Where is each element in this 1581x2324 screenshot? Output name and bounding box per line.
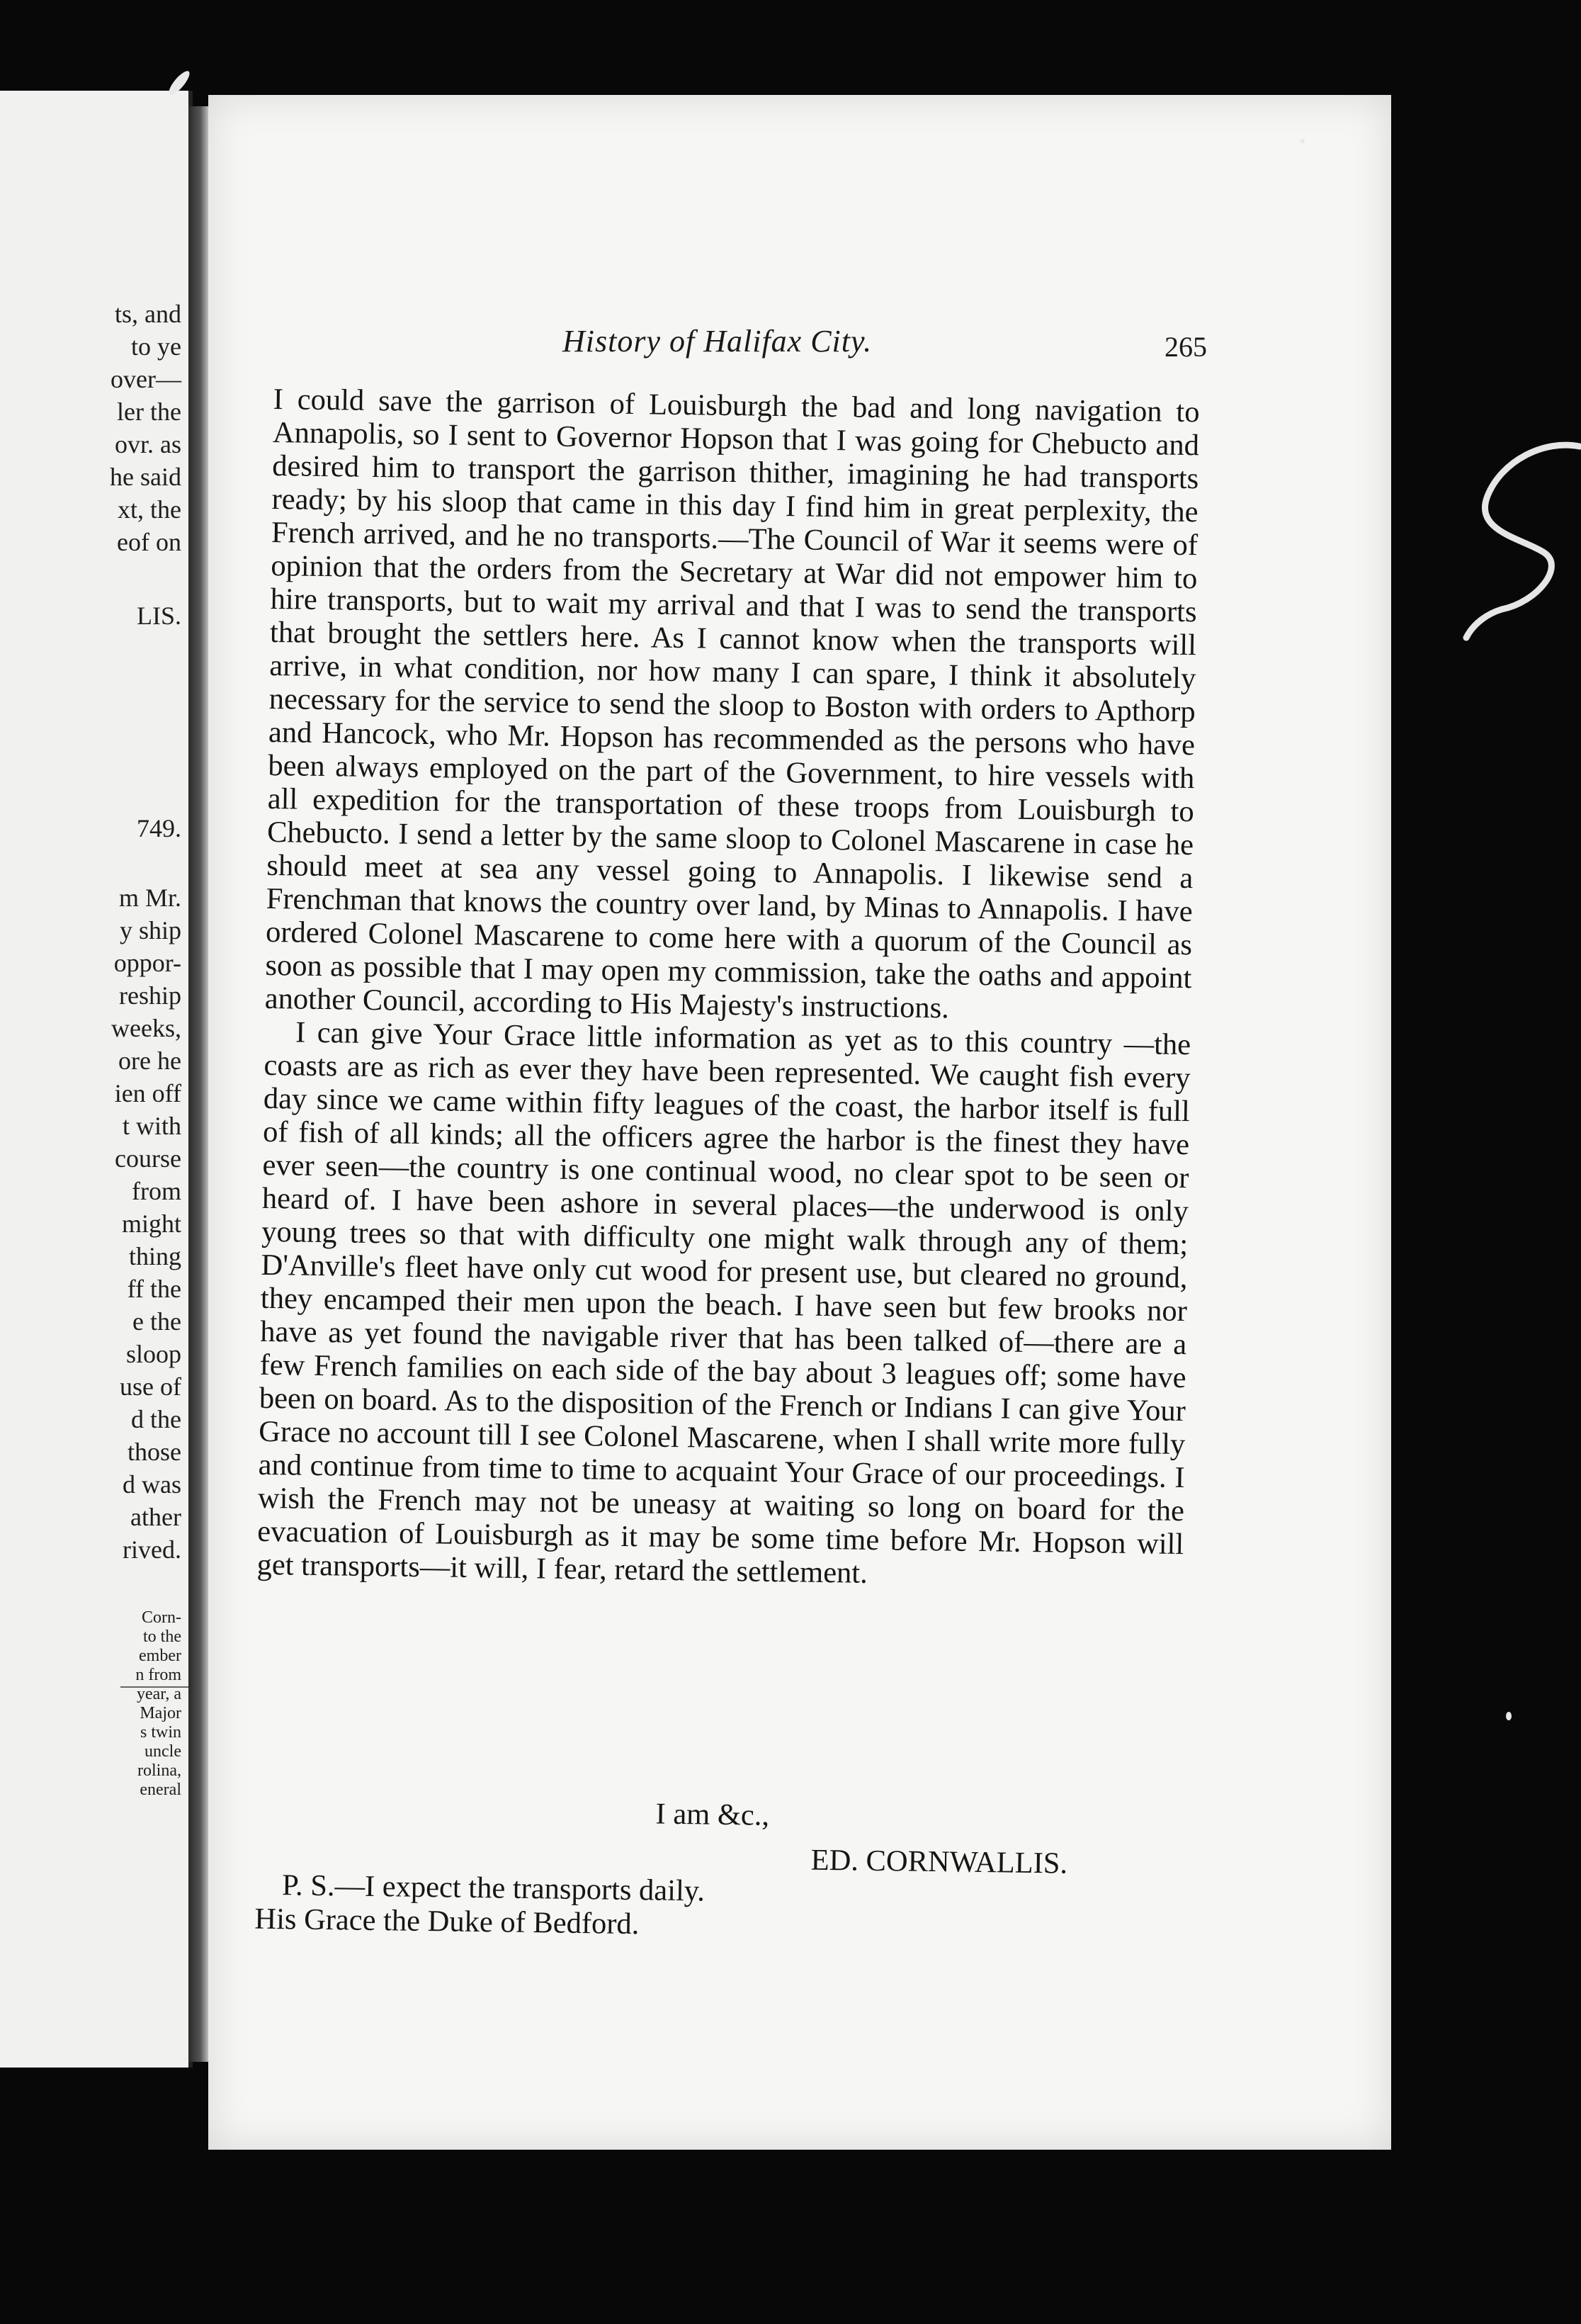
facing-page-line: xt, the	[118, 495, 181, 524]
facing-footnote-line: rolina,	[137, 1761, 181, 1780]
facing-page-line: course	[115, 1144, 181, 1173]
facing-page-line: from	[132, 1177, 181, 1205]
facing-page-line: use of	[120, 1372, 181, 1401]
page-number: 265	[1164, 331, 1207, 363]
facing-footnote-line: to the	[143, 1628, 181, 1646]
salutation: I am &c.,	[655, 1797, 770, 1832]
running-head: History of Halifax City.	[562, 324, 873, 359]
signature: ED. CORNWALLIS.	[810, 1843, 1068, 1880]
facing-page-line: to ye	[131, 332, 181, 361]
facing-footnote-line: ember	[139, 1647, 181, 1665]
facing-page-line: might	[121, 1209, 181, 1238]
facing-footnote-line: eneral	[140, 1781, 181, 1799]
scan-speck	[1506, 1712, 1512, 1720]
facing-page-line: he said	[110, 463, 181, 491]
facing-page-line: LIS.	[137, 602, 181, 630]
facing-page-line: over—	[110, 365, 181, 393]
book-gutter	[188, 106, 208, 2062]
paragraph: I can give Your Grace little information as yet as to this country —the coasts are as rich as ever they have been represented. We caught fish every day since we came within fifty leagues of the coast, the harbor itself is full of fish of all kinds; all the officers agree the harbor is the finest they have ever seen—the country is one continual wood, no clear spot to be seen or heard of. I have been ashore in several places—the underwood is only young trees so that with difficulty one might walk through any of them; D'Anville's fleet have only cut wood for present use, but cleared no ground, they encamped their men upon the beach. I have seen but few brooks nor have as yet found the navigable river that has been talked of—there are a few French families on each side of the bay about 3 leagues off; some have been on board. As to the disposition of the French or Indians I can give Your Grace no account till I see Colonel Mascarene, when I shall write more fully and continue from time to time to acquaint Your Grace of our proceedings. I wish the French may not be uneasy at waiting so long on board for the evacuation of Louisburgh as it may be some time before Mr. Hopson will get transports—it will, I fear, retard the settlement.	[256, 1015, 1191, 1590]
facing-page-line: weeks,	[111, 1014, 181, 1042]
facing-page-line: ore he	[118, 1047, 181, 1075]
facing-page-line: rived.	[123, 1535, 181, 1564]
facing-page-line: ather	[130, 1503, 181, 1531]
facing-page-line: ovr. as	[115, 430, 181, 458]
paragraph: I could save the garrison of Louisburgh the bad and long navigation to Annapolis, so I sent to Governor Hopson that I was going for Chebucto and desired him to transport the garrison thither, imagining he had transports ready; by his sloop that came in this day I find him in great perplexity, the French arrived, and he no transports.—The Council of War it seems were of opinion that the orders from the Secretary at War did not empower him to hire transports, but to wait my arrival and that I was to send the transports that brought the settlers here. As I cannot know when the transports will arrive, in what condition, nor how many I can spare, I think it absolutely necessary for the service to send the sloop to Boston with orders to Apthorp and Hancock, who Mr. Hopson has recommended as the persons who have been always employed on the part of the Government, to hire vessels with all expedition for the transportation of these troops from Louisburgh to Chebucto. I send a letter by the same sloop to Colonel Mascarene in case he should meet at sea any vessel going to Annapolis. I likewise send a Frenchman that knows the country over land, by Minas to Annapolis. I have ordered Colonel Mascarene to come here with a quorum of the Council as soon as possible that I may open my commission, take the oaths and appoint another Council, according to His Majesty's instructions.	[264, 383, 1200, 1025]
facing-footnote-line: s twin	[140, 1723, 181, 1742]
facing-page-line: oppor-	[113, 949, 181, 977]
facing-page-line: d was	[123, 1470, 181, 1499]
stray-thread-mark	[1459, 432, 1581, 645]
addressee: His Grace the Duke of Bedford.	[254, 1902, 640, 1941]
scan-speck	[1300, 139, 1305, 143]
facing-page-line: ff the	[127, 1275, 181, 1303]
facing-footnote-line: Major	[140, 1704, 181, 1722]
postscript: P. S.—I expect the transports daily.	[281, 1868, 706, 1908]
facing-page-line: ler the	[117, 397, 181, 426]
facing-page-line: thing	[128, 1242, 181, 1270]
facing-footnote-line: year, a	[137, 1685, 181, 1703]
facing-footnote-line: n from	[135, 1666, 181, 1684]
facing-page-line: y ship	[119, 916, 181, 944]
facing-page-line: sloop	[125, 1340, 181, 1368]
facing-page-line: m Mr.	[118, 884, 181, 912]
facing-page-line: t with	[122, 1112, 181, 1140]
facing-page-line: ien off	[114, 1079, 181, 1107]
facing-page-line: 749.	[137, 814, 181, 842]
facing-page-line: reship	[119, 981, 181, 1010]
facing-page-line: those	[128, 1438, 181, 1466]
facing-page-fragment	[0, 91, 193, 2068]
facing-page-line: e the	[132, 1307, 181, 1336]
letter-body	[256, 383, 1199, 1594]
facing-page-line: eof on	[117, 528, 181, 556]
facing-page-line: d the	[131, 1405, 181, 1433]
facing-footnote-line: uncle	[144, 1742, 181, 1761]
facing-footnote-line: Corn-	[142, 1608, 181, 1627]
facing-page-line: ts, and	[115, 300, 181, 328]
